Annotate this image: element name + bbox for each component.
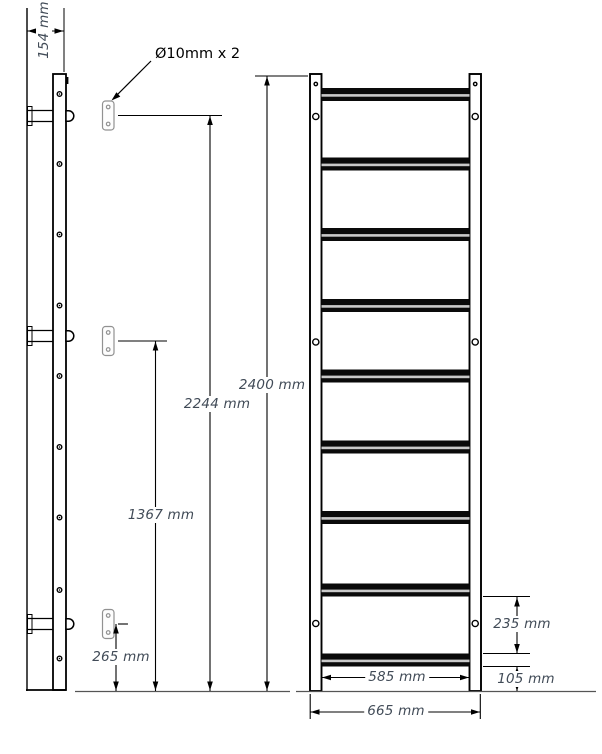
rung xyxy=(322,654,470,667)
mounting-plate-bottom xyxy=(103,610,115,639)
rung xyxy=(322,228,470,241)
dim-label-rung-gap: 235 mm xyxy=(490,616,554,632)
front-right-rail xyxy=(470,74,482,691)
side-post-hook xyxy=(66,77,68,84)
front-left-rail xyxy=(310,74,322,691)
hole-callout-leader xyxy=(112,61,152,101)
rungs xyxy=(322,88,470,667)
rung xyxy=(322,88,470,101)
wall-bracket-middle xyxy=(27,327,53,346)
side-view xyxy=(26,8,151,691)
rung xyxy=(322,370,470,383)
mounting-plate-top xyxy=(103,101,115,130)
dim-label-top-bracket: 2244 mm xyxy=(181,396,253,412)
wall-bracket-top xyxy=(27,107,53,126)
rung xyxy=(322,299,470,312)
dim-label-mid-bracket: 1367 mm xyxy=(125,507,197,523)
dim-label-bottom-rung: 105 mm xyxy=(494,671,558,687)
dim-label-depth: 154 mm xyxy=(36,0,52,62)
rung-stub-top xyxy=(66,111,74,121)
front-view xyxy=(310,74,481,691)
dim-label-bottom-bracket: 265 mm xyxy=(89,649,153,665)
dim-label-total-height: 2400 mm xyxy=(236,377,308,393)
rung-stub-bottom xyxy=(66,619,74,629)
rung xyxy=(322,441,470,454)
rung-stub-middle xyxy=(66,331,74,341)
wall-bracket-bottom xyxy=(27,615,53,634)
hole-callout-label: Ø10mm x 2 xyxy=(155,46,241,62)
dim-label-outer-width: 665 mm xyxy=(364,703,428,719)
rung xyxy=(322,511,470,524)
rung xyxy=(322,158,470,171)
rung xyxy=(322,584,470,597)
mounting-plate-middle xyxy=(103,327,115,356)
dim-label-inner-width: 585 mm xyxy=(365,669,429,685)
